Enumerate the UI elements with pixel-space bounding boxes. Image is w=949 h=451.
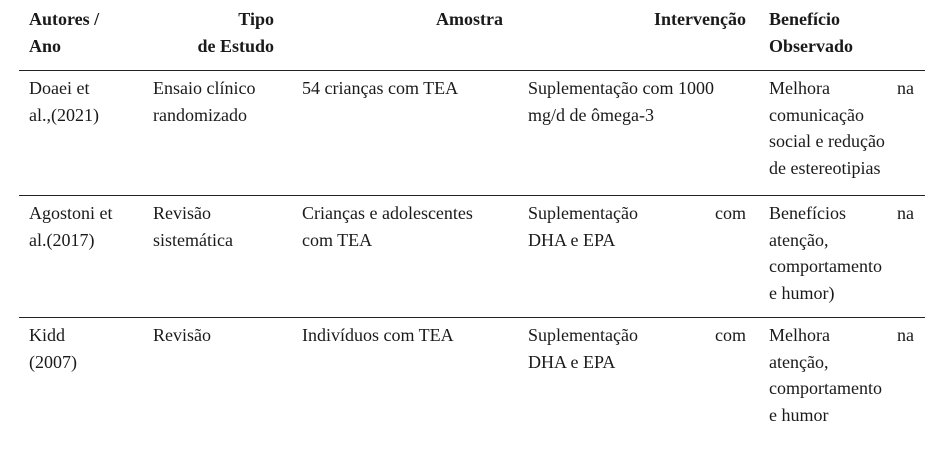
header-tipo: [150, 6, 274, 59]
row3-autores: [29, 322, 77, 375]
row2-beneficio-line2: atenção,: [769, 229, 829, 250]
row3-beneficio-line2: atenção,: [769, 351, 829, 372]
row2-intervencao-word-b: com: [715, 203, 746, 223]
header-tipo-line2: de Estudo: [197, 35, 274, 56]
row2-tipo: [153, 200, 233, 253]
row1-tipo: [153, 75, 255, 128]
row1-autores: [29, 75, 99, 128]
header-autores-line2: Ano: [29, 35, 62, 56]
row3-intervencao-line2: DHA e EPA: [528, 351, 616, 372]
row1-tipo-line2: randomizado: [153, 104, 247, 125]
row1-amostra: [302, 75, 458, 102]
row1-intervencao-line2: mg/d de ômega-3: [528, 104, 654, 125]
row2-beneficio-word-b: na: [897, 203, 914, 223]
header-beneficio-line2: Observado: [769, 35, 854, 56]
row2-intervencao: [528, 200, 746, 253]
row1-tipo-line1: Ensaio clínico: [153, 78, 256, 98]
row3-beneficio-line3: comportamento: [769, 378, 882, 398]
row1-beneficio: [769, 75, 914, 181]
row3-intervencao-word-b: com: [715, 325, 746, 345]
row1-autores-line1: Doaei et: [29, 78, 90, 98]
row2-autores: [29, 200, 113, 253]
row3-autores-line2: (2007): [29, 351, 77, 372]
row3-tipo: [153, 322, 211, 349]
row3-amostra: [302, 322, 454, 349]
row3-tipo-line1: Revisão: [153, 325, 211, 345]
row2-tipo-line1: Revisão: [153, 203, 211, 223]
row2-beneficio: [769, 200, 914, 306]
row2-amostra-line2: com TEA: [302, 229, 373, 250]
row3-beneficio: [769, 322, 914, 428]
row2-tipo-line2: sistemática: [153, 229, 233, 250]
header-divider: [19, 70, 925, 71]
header-tipo-line1: Tipo: [238, 9, 274, 29]
row2-autores-line2: al.(2017): [29, 229, 95, 250]
header-amostra-line1: Amostra: [436, 9, 503, 29]
row2-beneficio-word-a: Benefícios: [769, 203, 846, 223]
row1-autores-line2: al.,(2021): [29, 104, 99, 125]
row3-beneficio-line4: e humor: [769, 404, 829, 425]
row3-intervencao-word-a: Suplementação: [528, 325, 638, 345]
header-autores-line1: Autores /: [29, 9, 100, 29]
row2-amostra: [302, 200, 473, 253]
header-intervencao: [526, 6, 746, 33]
row1-beneficio-line2: comunicação: [769, 104, 864, 125]
header-intervencao-line1: Intervenção: [654, 9, 746, 29]
row2-amostra-line1: Crianças e adolescentes: [302, 203, 473, 223]
row1-beneficio-word-a: Melhora: [769, 78, 830, 98]
row1-amostra-line1: 54 crianças com TEA: [302, 78, 459, 98]
row1-intervencao-line1: Suplementação com 1000: [528, 78, 714, 98]
row2-intervencao-line2: DHA e EPA: [528, 229, 616, 250]
row2-beneficio-line1: [769, 200, 914, 227]
row3-beneficio-line1: [769, 322, 914, 349]
row2-intervencao-word-a: Suplementação: [528, 203, 638, 223]
row2-beneficio-line4: e humor): [769, 282, 835, 303]
row2-autores-line1: Agostoni et: [29, 203, 113, 223]
row3-intervencao-line1: [528, 322, 746, 349]
header-amostra: [300, 6, 503, 33]
row3-amostra-line1: Indivíduos com TEA: [302, 325, 454, 345]
row1-beneficio-word-b: na: [897, 78, 914, 98]
header-beneficio-line1: Benefício: [769, 9, 840, 29]
row3-beneficio-word-b: na: [897, 325, 914, 345]
row1-divider: [19, 195, 925, 196]
row3-autores-line1: Kidd: [29, 325, 65, 345]
row2-intervencao-line1: [528, 200, 746, 227]
row3-beneficio-word-a: Melhora: [769, 325, 830, 345]
row1-beneficio-line4: de estereotipias: [769, 157, 881, 178]
row1-intervencao: [528, 75, 714, 128]
row1-beneficio-line1: [769, 75, 914, 102]
row1-beneficio-line3: social e redução: [769, 131, 885, 151]
row2-beneficio-line3: comportamento: [769, 256, 882, 276]
row2-divider: [19, 317, 925, 318]
row3-intervencao: [528, 322, 746, 375]
header-autores: [29, 6, 99, 59]
header-beneficio: [769, 6, 853, 59]
